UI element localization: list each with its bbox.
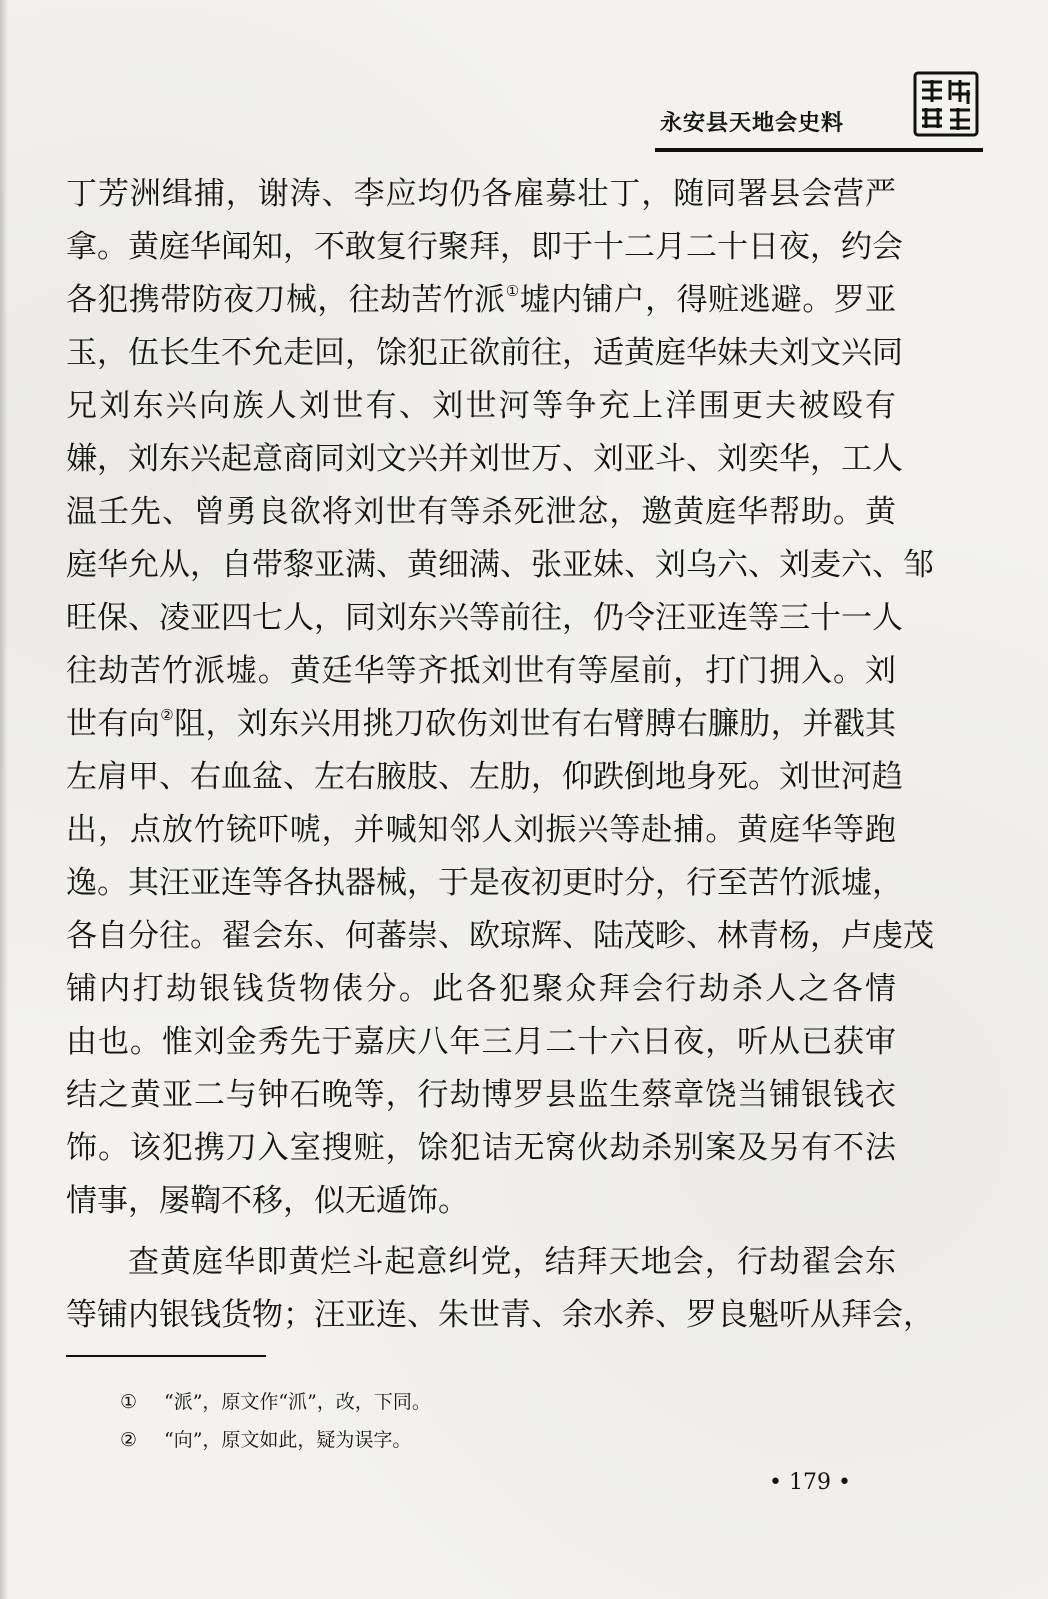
footnote-2 [120, 1421, 431, 1459]
text-line: 左肩甲、右血盆、左右腋肢、左肋，仰跌倒地身死。刘世河趋 [66, 759, 903, 795]
text-line: 饰。该犯携刀入室搜赃，馀犯诘无窝伙劫杀别案及另有不法 [66, 1130, 896, 1166]
text-line: 各犯携带防夜刀械，往劫苦竹派①墟内铺户，得赃逃避。罗亚 [66, 282, 897, 318]
running-title: 永安县天地会史料 [660, 111, 845, 136]
text-line: 温壬先、曾勇良欲将刘世有等杀死泄忿，邀黄庭华帮助。黄 [66, 494, 896, 530]
text-line: 往劫苦竹派墟。黄廷华等齐抵刘世有等屋前，打门拥入。刘 [66, 653, 896, 689]
text-line: 逸。其汪亚连等各执器械，于是夜初更时分，行至苦竹派墟， [66, 865, 903, 901]
footnote-text: “向”，原文如此，疑为误字。 [164, 1429, 412, 1451]
footnote-mark: ① [120, 1391, 138, 1413]
text-line: 各自分往。翟会东、何蕃崇、欧琼辉、陆茂畛、林青杨，卢虔茂 [66, 918, 934, 954]
text-line: 结之黄亚二与钟石晚等，行劫博罗县监生蔡章饶当铺银钱衣 [66, 1077, 896, 1113]
footnotes [120, 1383, 431, 1459]
text-line: 情事，屡鞫不移，似无遁饰。 [66, 1183, 469, 1219]
footnote-1 [120, 1383, 431, 1421]
text-line: 庭华允从，自带黎亚满、黄细满、张亚妹、刘乌六、刘麦六、邹 [66, 547, 934, 583]
footnote-rule [66, 1355, 266, 1357]
footnote-ref-2: ② [160, 706, 175, 724]
text-line: 嫌，刘东兴起意商同刘文兴并刘世万、刘亚斗、刘奕华，工人 [66, 441, 903, 477]
text-line: 查黄庭华即黄烂斗起意纠党，结拜天地会，行劫翟会东 [128, 1244, 896, 1280]
header-rule [655, 148, 983, 152]
page-edge-shadow [0, 0, 8, 1599]
text-line: 拿。黄庭华闻知，不敢复行聚拜，即于十二月二十日夜，约会 [66, 229, 903, 265]
footnote-mark: ② [120, 1429, 138, 1451]
seal-stamp [912, 70, 980, 138]
text-line: 旺保、凌亚四七人，同刘东兴等前往，仍令汪亚连等三十一人 [66, 600, 903, 636]
text-line: 世有向②阻，刘东兴用挑刀砍伤刘世有右臂膊右臁肋，并戳其 [66, 706, 896, 742]
text-line: 兄刘东兴向族人刘世有、刘世河等争充上洋围更夫被殴有 [66, 388, 896, 424]
page-number: • 179 • [769, 1470, 851, 1495]
text-line: 玉，伍长生不允走回，馀犯正欲前往，适黄庭华妹夫刘文兴同 [66, 335, 903, 371]
body-text [66, 168, 934, 1342]
text-line: 出，点放竹铳吓唬，并喊知邻人刘振兴等赴捕。黄庭华等跑 [66, 812, 896, 848]
footnote-ref-1: ① [505, 282, 520, 300]
text-line: 等铺内银钱货物；汪亚连、朱世青、余水养、罗良魁听从拜会， [66, 1297, 934, 1333]
text-line: 由也。惟刘金秀先于嘉庆八年三月二十六日夜，听从已获审 [66, 1024, 896, 1060]
text-line: 丁芳洲缉捕，谢涛、李应均仍各雇募壮丁，随同署县会营严 [66, 176, 896, 212]
text-line: 铺内打劫银钱货物俵分。此各犯聚众拜会行劫杀人之各情 [66, 971, 896, 1007]
footnote-text: “派”，原文作“沠”，改，下同。 [164, 1391, 431, 1413]
